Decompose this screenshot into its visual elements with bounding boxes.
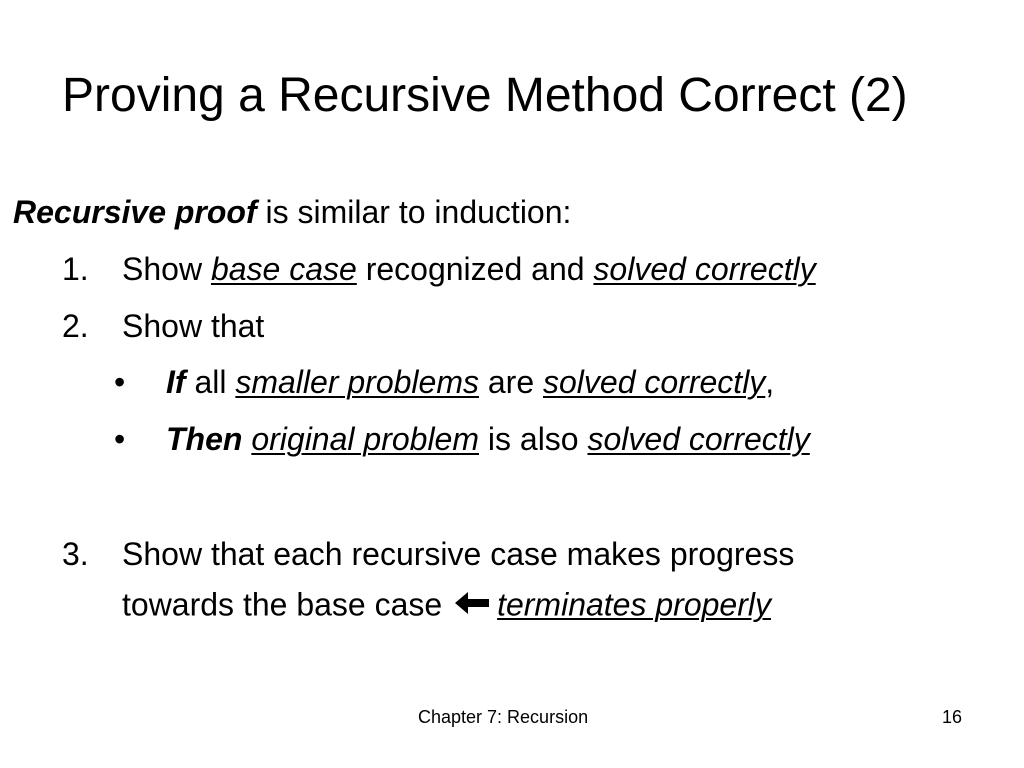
footer-chapter: Chapter 7: Recursion bbox=[418, 707, 589, 727]
bullet-1-part: , bbox=[765, 364, 775, 400]
item-2-number: 2. bbox=[62, 308, 89, 344]
left-arrow-icon bbox=[455, 584, 491, 624]
bullet-marker: • bbox=[114, 364, 126, 400]
item-3-line-2 bbox=[122, 584, 771, 630]
bullet-1-part: all bbox=[185, 364, 236, 400]
bullet-1-underlined: solved correctly bbox=[543, 364, 766, 400]
bullet-2-part: is also bbox=[479, 421, 588, 457]
item-3-underlined: terminates properly bbox=[497, 586, 771, 623]
intro-rest: is similar to induction: bbox=[256, 194, 572, 230]
bullet-2-part bbox=[242, 421, 251, 457]
footer-page-number: 16 bbox=[942, 707, 963, 727]
item-1-underlined: solved correctly bbox=[593, 251, 816, 287]
item-2-text: Show that bbox=[122, 308, 265, 344]
bullet-1-text bbox=[166, 362, 774, 402]
bullet-1-underlined: smaller problems bbox=[235, 364, 479, 400]
item-3-line-1: Show that each recursive case makes progress bbox=[122, 536, 795, 572]
item-3-number: 3. bbox=[62, 536, 89, 572]
bullet-1-lead: If bbox=[166, 364, 186, 400]
bullet-1-part: are bbox=[478, 364, 543, 400]
intro-term: Recursive proof bbox=[13, 194, 257, 230]
item-1-underlined: base case bbox=[210, 251, 357, 287]
bullet-marker: • bbox=[114, 421, 126, 457]
item-1-text bbox=[122, 249, 816, 289]
intro-line bbox=[13, 192, 571, 232]
bullet-2-underlined: solved correctly bbox=[587, 421, 810, 457]
item-3-line-2-text: towards the base case bbox=[122, 586, 452, 623]
bullet-2-underlined: original problem bbox=[251, 421, 479, 457]
item-1-part: Show bbox=[122, 251, 211, 287]
slide-title: Proving a Recursive Method Correct (2) bbox=[62, 69, 908, 122]
bullet-2-lead: Then bbox=[166, 421, 243, 457]
bullet-2-text bbox=[166, 419, 810, 459]
item-1-part: recognized and bbox=[356, 251, 594, 287]
item-1-number: 1. bbox=[62, 251, 89, 287]
